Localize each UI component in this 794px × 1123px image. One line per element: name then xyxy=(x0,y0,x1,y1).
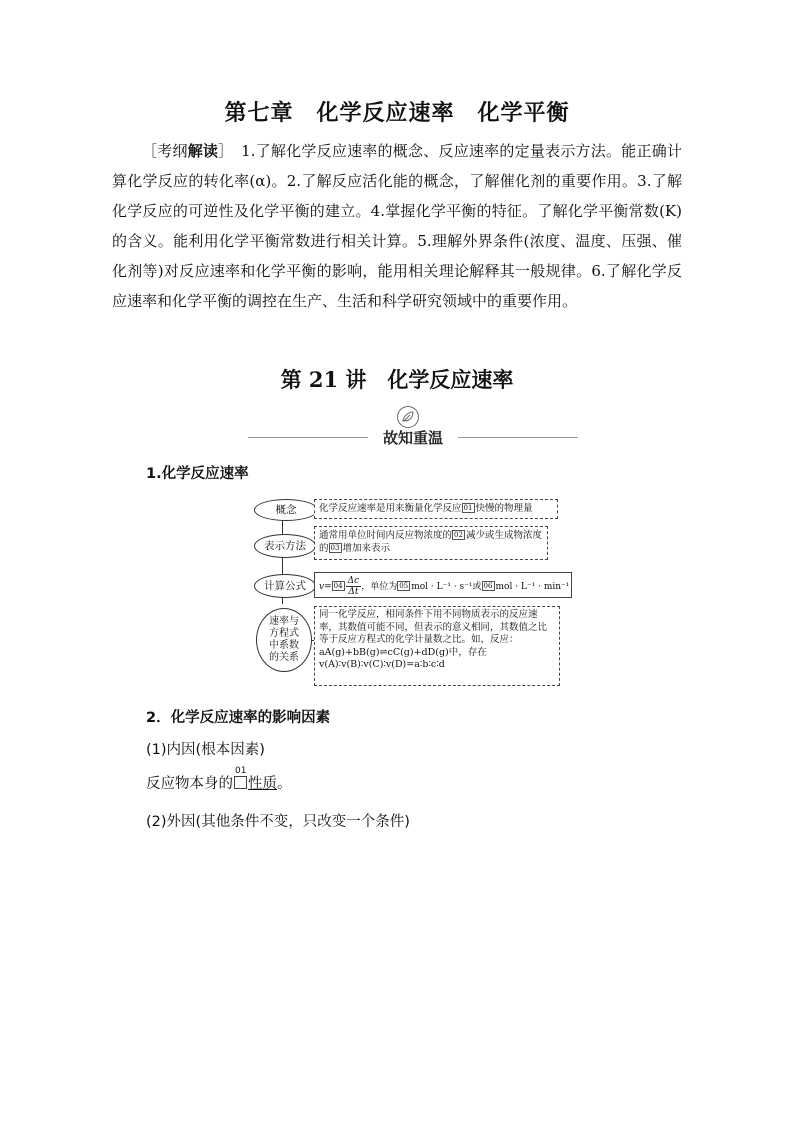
answer-blank: 05 xyxy=(397,581,410,591)
objectives-text: 1.了解化学反应速率的概念、反应速率的定量表示方法。能正确计算化学反应的转化率(α)。2.了解反应活化能的概念，了解催化剂的重要作用。3.了解化学反应的可逆性及化学平衡的建立。4.掌握化学平衡的特征。了解化学平衡常数(K)的含义。能利用化学平衡常数进行相关计算。5.理解外界条件(浓度、温度、压强、催化剂等)对反应速率和化学平衡的影响，能用相关理论解释其一般规律。6.了解化学反应速率和化学平衡的调控在生产、生活和科学研究领域中的重要作用。 xyxy=(112,142,682,310)
node-formula: 计算公式 xyxy=(254,574,316,598)
exam-objectives xyxy=(112,136,682,316)
box-formula: v= 04 $\frac{\Delta c}{\Delta t}$ ，单位为 05 mol · L⁻¹ · s⁻¹或 06 mol · L⁻¹ · min⁻¹ xyxy=(314,572,572,598)
node-relation: 速率与方程式中系数的关系 xyxy=(256,608,312,672)
answer-blank: 02 xyxy=(452,530,465,540)
objectives-tag: ［考纲解读］ xyxy=(142,142,226,160)
node-representation: 表示方法 xyxy=(254,534,316,558)
answer-blank: 06 xyxy=(482,581,495,591)
answer-blank: 01 xyxy=(462,503,475,513)
section-banner xyxy=(248,404,578,454)
section1-heading: 1.化学反应速率 xyxy=(146,466,249,482)
answer-blank: 03 xyxy=(329,543,342,553)
external-factor: (2)外因(其他条件不变，只改变一个条件) xyxy=(146,814,410,830)
box-concept: 化学反应速率是用来衡量化学反应 01 快慢的物理量 xyxy=(314,499,558,519)
rate-concept-diagram xyxy=(250,492,570,688)
answer-blank: 01 xyxy=(234,776,247,789)
internal-factor: (1)内因(根本因素) xyxy=(146,742,265,758)
chapter-title: 第七章 化学反应速率 化学平衡 xyxy=(224,100,570,126)
internal-factor-answer: 反应物本身的 01 性质。 xyxy=(146,766,292,792)
box-representation: 通常用单位时间内反应物浓度的 02 减少或生成物浓度的 03 增加来表示 xyxy=(314,526,548,560)
banner-leaf-icon xyxy=(397,406,419,428)
lecture-title: 第 21 讲 化学反应速率 xyxy=(280,367,514,392)
node-concept: 概念 xyxy=(254,499,318,521)
answer-blank: 04 xyxy=(332,581,345,591)
rate-fraction: $\frac{\Delta c}{\Delta t}$ xyxy=(347,576,360,597)
banner-label: 故知重温 xyxy=(382,429,443,447)
section2-heading: 2．化学反应速率的影响因素 xyxy=(146,710,331,726)
box-relation: 同一化学反应，相同条件下用不同物质表示的反应速率，其数值可能不同，但表示的意义相同，其数值之比等于反应方程式的化学计量数之比。如，反应：aA(g)+bB(g)⇌cC(g)+dD(g)中，存在v(A)∶v(B)∶v(C)∶v(D)=a∶b∶c∶d xyxy=(314,606,560,686)
